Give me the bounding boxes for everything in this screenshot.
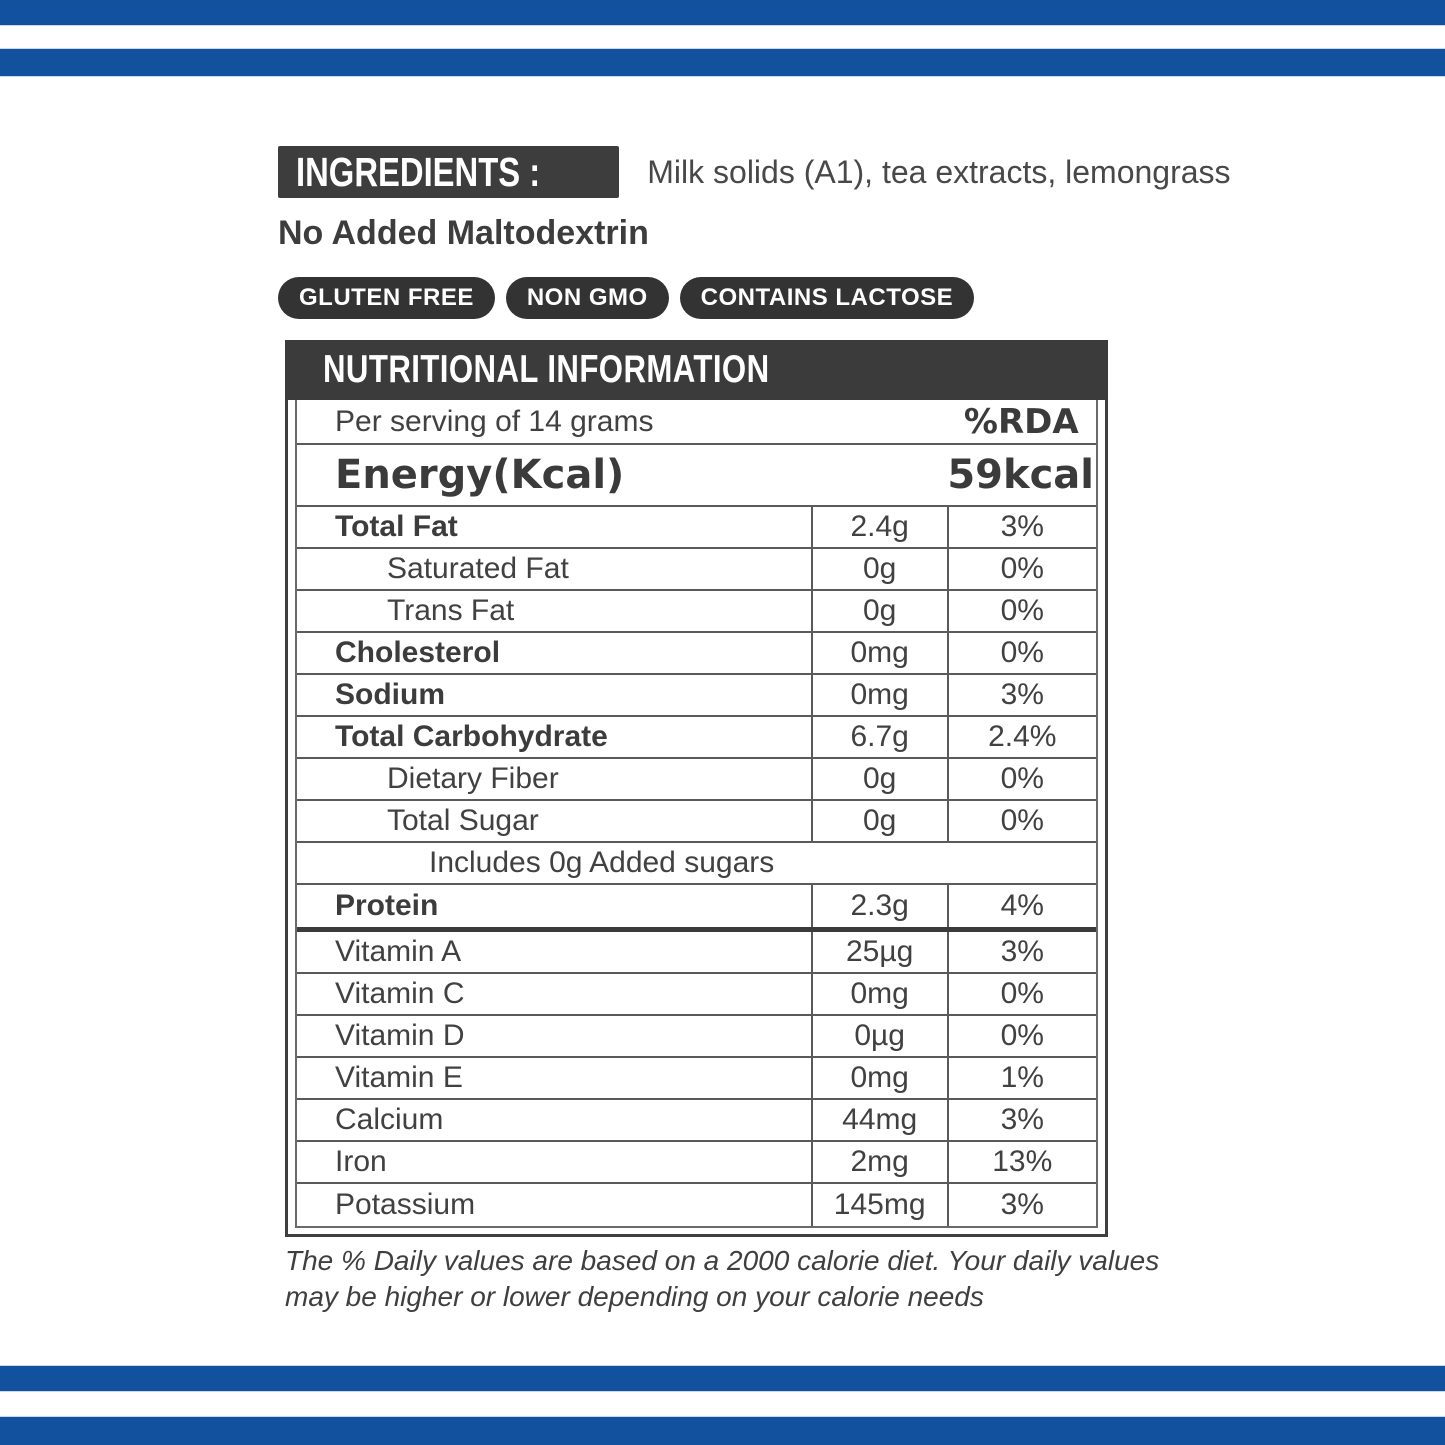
row-label: Includes 0g Added sugars <box>429 846 775 879</box>
rda-column-header: %RDA <box>963 401 1079 442</box>
top-stripe-outer <box>0 0 1445 26</box>
row-amount: 2.3g <box>811 885 947 927</box>
claim-badge-contains-lactose: CONTAINS LACTOSE <box>680 277 974 319</box>
row-rda: 0% <box>947 801 1096 841</box>
row-label: Total Fat <box>335 510 458 543</box>
serving-header-row <box>297 400 1096 445</box>
claim-badges <box>278 277 1178 319</box>
row-label: Saturated Fat <box>387 552 569 585</box>
row-rda: 0% <box>947 633 1096 673</box>
row-rda: 13% <box>947 1142 1096 1182</box>
table-row-saturated-fat <box>297 549 1096 591</box>
table-row-vitamin-a <box>297 932 1096 974</box>
nutrient-rows <box>297 507 1096 1226</box>
row-amount: 0µg <box>811 1016 947 1056</box>
row-label: Cholesterol <box>335 636 501 669</box>
row-rda: 4% <box>947 885 1096 927</box>
row-label: Vitamin E <box>335 1061 463 1094</box>
energy-row <box>297 445 1096 507</box>
table-row-dietary-fiber <box>297 759 1096 801</box>
table-row-vitamin-c <box>297 974 1096 1016</box>
table-row-total-sugar <box>297 801 1096 843</box>
energy-spacer <box>802 445 935 505</box>
row-label: Potassium <box>335 1188 476 1221</box>
row-rda: 1% <box>947 1058 1096 1098</box>
row-amount: 0g <box>811 591 947 631</box>
nutrition-title-bar <box>285 340 1108 400</box>
top-stripe-inner <box>0 48 1445 77</box>
bottom-stripe-inner <box>0 1365 1445 1392</box>
serving-spacer <box>811 400 947 443</box>
nutrition-table <box>295 400 1098 1228</box>
row-rda: 0% <box>947 1016 1096 1056</box>
bottom-stripe-outer <box>0 1416 1445 1445</box>
table-row-total-fat <box>297 507 1096 549</box>
daily-value-footnote: The % Daily values are based on a 2000 calorie diet. Your daily values may be higher or lower depending on your calorie needs <box>285 1245 1160 1313</box>
table-row-calcium <box>297 1100 1096 1142</box>
row-rda: 3% <box>947 1184 1096 1226</box>
row-label: Sodium <box>335 678 445 711</box>
row-label: Vitamin A <box>335 935 462 968</box>
table-row-trans-fat <box>297 591 1096 633</box>
table-row-protein <box>297 885 1096 932</box>
row-rda: 0% <box>947 759 1096 799</box>
claim-badge-gluten-free: GLUTEN FREE <box>278 277 495 319</box>
table-row-cholesterol <box>297 633 1096 675</box>
row-rda: 3% <box>947 507 1096 547</box>
row-amount: 0mg <box>811 633 947 673</box>
row-amount: 0g <box>811 759 947 799</box>
table-row-vitamin-e <box>297 1058 1096 1100</box>
row-label: Total Sugar <box>387 804 539 837</box>
ingredients-text: Milk solids (A1), tea extracts, lemongrass <box>647 153 1231 190</box>
nutrition-title: NUTRITIONAL INFORMATION <box>323 348 770 391</box>
row-label: Vitamin D <box>335 1019 465 1052</box>
row-label: Iron <box>335 1145 387 1178</box>
ingredients-label: INGREDIENTS : <box>296 148 541 195</box>
table-row-iron <box>297 1142 1096 1184</box>
row-amount: 2mg <box>811 1142 947 1182</box>
row-amount: 0mg <box>811 974 947 1014</box>
nutrition-panel <box>285 340 1108 1237</box>
row-rda: 2.4% <box>947 717 1096 757</box>
table-row-vitamin-d <box>297 1016 1096 1058</box>
row-rda: 0% <box>947 974 1096 1014</box>
nutrition-table-frame <box>285 400 1108 1237</box>
ingredients-section <box>278 146 1231 319</box>
row-rda: 3% <box>947 1100 1096 1140</box>
table-row-total-carbohydrate <box>297 717 1096 759</box>
row-rda: 0% <box>947 591 1096 631</box>
row-label: Trans Fat <box>387 594 515 627</box>
row-label: Vitamin C <box>335 977 465 1010</box>
row-label: Protein <box>335 889 439 922</box>
row-label: Dietary Fiber <box>387 762 559 795</box>
row-amount: 145mg <box>811 1184 947 1226</box>
row-amount: 6.7g <box>811 717 947 757</box>
row-rda: 3% <box>947 675 1096 715</box>
energy-value: 59kcal <box>947 452 1095 498</box>
row-label: Total Carbohydrate <box>335 720 608 753</box>
row-amount: 0g <box>811 549 947 589</box>
row-amount: 0mg <box>811 1058 947 1098</box>
claim-badge-non-gmo: NON GMO <box>506 277 669 319</box>
row-amount: 25µg <box>811 932 947 972</box>
row-rda: 0% <box>947 549 1096 589</box>
table-row-includes-0g-added-sugars <box>297 843 1096 885</box>
row-amount: 0g <box>811 801 947 841</box>
table-row-sodium <box>297 675 1096 717</box>
row-label: Calcium <box>335 1103 444 1136</box>
row-amount: 44mg <box>811 1100 947 1140</box>
table-row-potassium <box>297 1184 1096 1226</box>
row-rda: 3% <box>947 932 1096 972</box>
row-amount: 2.4g <box>811 507 947 547</box>
ingredients-label-box <box>278 146 619 198</box>
serving-size-label: Per serving of 14 grams <box>335 404 654 438</box>
energy-label: Energy(Kcal) <box>335 452 625 498</box>
no-maltodextrin-claim: No Added Maltodextrin <box>278 214 649 252</box>
row-amount: 0mg <box>811 675 947 715</box>
